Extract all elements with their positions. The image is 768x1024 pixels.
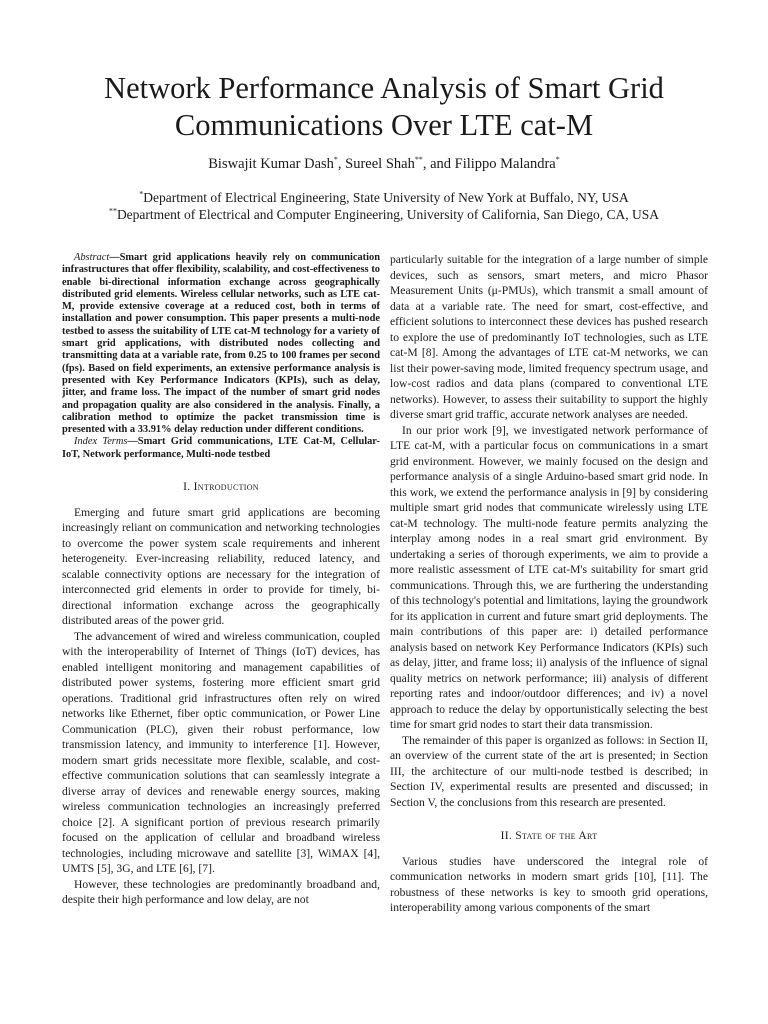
- index-terms: [62, 436, 380, 461]
- author-list: [40, 155, 728, 173]
- affiliation-line: [40, 189, 728, 207]
- paragraph: The remainder of this paper is organized as follows: in Section II, an overview of the current state of the art is presented; in Section III, the architecture of our multi-node testbed is described; in Section IV, experimental results are presented and discussed; in Section V, the conclusions from this research are presented.: [390, 733, 708, 809]
- index-terms-dash: —: [127, 436, 138, 448]
- index-terms-label: Index Terms: [74, 436, 128, 448]
- abstract-dash: —: [109, 252, 120, 263]
- paragraph: In our prior work [9], we investigated network performance of LTE cat-M, with a particular focus on communications in a smart grid environment. However, we mainly focused on the design and performance analysis of a single Arduino-based smart grid node. In this work, we extend the performance analysis in [9] by considering multiple smart grid nodes that communicate wirelessly using LTE cat-M technology. The multi-node feature permits analyzing the interplay among nodes in a real smart grid environment. By undertaking a series of thorough experiments, we aim to provide a more realistic assessment of LTE cat-M's suitability for smart grid communications. Through this, we are furthering the understanding of this technology's potential and limitations, laying the groundwork for its application in current and future smart grid deployments. The main contributions of this paper are: i) detailed performance analysis based on network Key Performance Indicators (KPIs) such as delay, jitter, and frame loss; ii) analysis of the influence of signal quality metrics on network performance; iii) analysis of different reporting rates and indoor/outdoor differences; and iv) a novel approach to reduce the delay by opportunistically selecting the best time for smart grid nodes to start their data transmission.: [390, 423, 708, 731]
- abstract-text: Smart grid applications heavily rely on communication infrastructures that offer flexibility, scalability, and cost-effectiveness to enable bi-directional information exchange across geographically distributed grid elements. Wireless cellular networks, such as LTE cat-M, provide extensive coverage at a reduced cost, both in terms of installation and power consumption. This paper presents a multi-node testbed to assess the suitability of LTE cat-M technology for a variety of smart grid applications, with distributed nodes collecting and transmitting data at a variable rate, from 0.25 to 100 frames per second (fps). Based on field experiments, an extensive performance analysis is presented with Key Performance Indicators (KPIs), such as delay, jitter, and frame loss. The impact of the number of smart grid nodes and propagation quality are also considered in the analysis. Finally, a calibration method to optimize the packet transmission time is presented with a 33.91% delay reduction under different conditions.: [62, 252, 380, 436]
- paragraph: Emerging and future smart grid applications are becoming increasingly reliant on communication and networking technologies to overcome the power system scale requirements and inherent heterogeneity. Ever-increasing reliability, reduced latency, and scalable connectivity options are necessary for the integration of interconnected grid elements in order to provide for timely, bi-directional information exchange across the geographically distributed areas of the power grid.: [62, 505, 380, 628]
- affiliation-mark: **: [414, 155, 423, 165]
- affiliation-text: Department of Electrical and Computer Engineering, University of California, San Diego, CA, USA: [116, 207, 660, 222]
- paragraph: The advancement of wired and wireless communication, coupled with the interoperability of Internet of Things (IoT) devices, has enabled intelligent monitoring and management capabilities of distributed power systems, fostering more efficient smart grid operations. Traditional grid infrastructures often rely on wired networks like Ethernet, fiber optic communication, or Power Line Communication (PLC), given their robust performance, low transmission latency, and immunity to interference [1]. However, modern smart grids necessitate more flexible, scalable, and cost-effective communication solutions that can seamlessly integrate a diverse array of devices and renewable energy sources, making wireless communication technologies an increasingly preferred choice [2]. A significant portion of previous research primarily focused on the application of cellular and broadband wireless technologies, including microwave and satellite [3], WiMAX [4], UMTS [5], 3G, and LTE [6], [7].: [62, 629, 380, 876]
- paragraph: Various studies have underscored the integral role of communication networks in modern smart grids [10], [11]. The robustness of these networks is key to smooth grid operations, interoperability among various components of the smart: [390, 854, 708, 914]
- affiliation-mark: *: [333, 155, 338, 165]
- right-column: [390, 252, 708, 916]
- paragraph-continued: particularly suitable for the integration of a large number of simple devices, such as sensors, smart meters, and micro Phasor Measurement Units (μ-PMUs), which transmit a small amount of data at a variable rate. The need for smart, cost-effective, and efficient solutions to interconnect these devices has pushed research to explore the use of predominantly IoT technologies, such as LTE cat-M [8]. Among the advantages of LTE cat-M networks, we can list their power-saving mode, limited frequency spectrum usage, and low-cost radios and data plans (compared to conventional LTE networks). However, to assess their suitability to support the highly diverse smart grid traffic, accurate network analyses are needed.: [390, 253, 708, 421]
- paragraph: However, these technologies are predominantly broadband and, despite their high performance and low delay, are not: [62, 877, 380, 907]
- affiliation-mark: *: [555, 155, 560, 165]
- author-separator: ,: [337, 156, 346, 172]
- left-column: [62, 252, 380, 908]
- abstract-label: Abstract: [74, 252, 110, 263]
- author-name: Biswajit Kumar Dash: [208, 156, 334, 172]
- section-heading: I. Introduction: [183, 480, 259, 494]
- section-heading: II. State of the Art: [500, 829, 598, 842]
- abstract: [62, 252, 380, 436]
- affiliation-text: Department of Electrical Engineering, State University of New York at Buffalo, NY, USA: [143, 190, 629, 205]
- affiliation-mark: *: [139, 189, 144, 199]
- author-separator: , and: [422, 156, 455, 172]
- index-terms-text: Smart Grid communications, LTE Cat-M, Cellular-IoT, Network performance, Multi-node testbed: [62, 436, 380, 460]
- author-name: Filippo Malandra: [454, 156, 556, 172]
- paper-title: Network Performance Analysis of Smart Grid Communications Over LTE cat-M: [104, 71, 664, 142]
- affiliation-line: [40, 206, 728, 224]
- author-name: Sureel Shah: [345, 156, 415, 172]
- affiliation-mark: **: [108, 206, 117, 216]
